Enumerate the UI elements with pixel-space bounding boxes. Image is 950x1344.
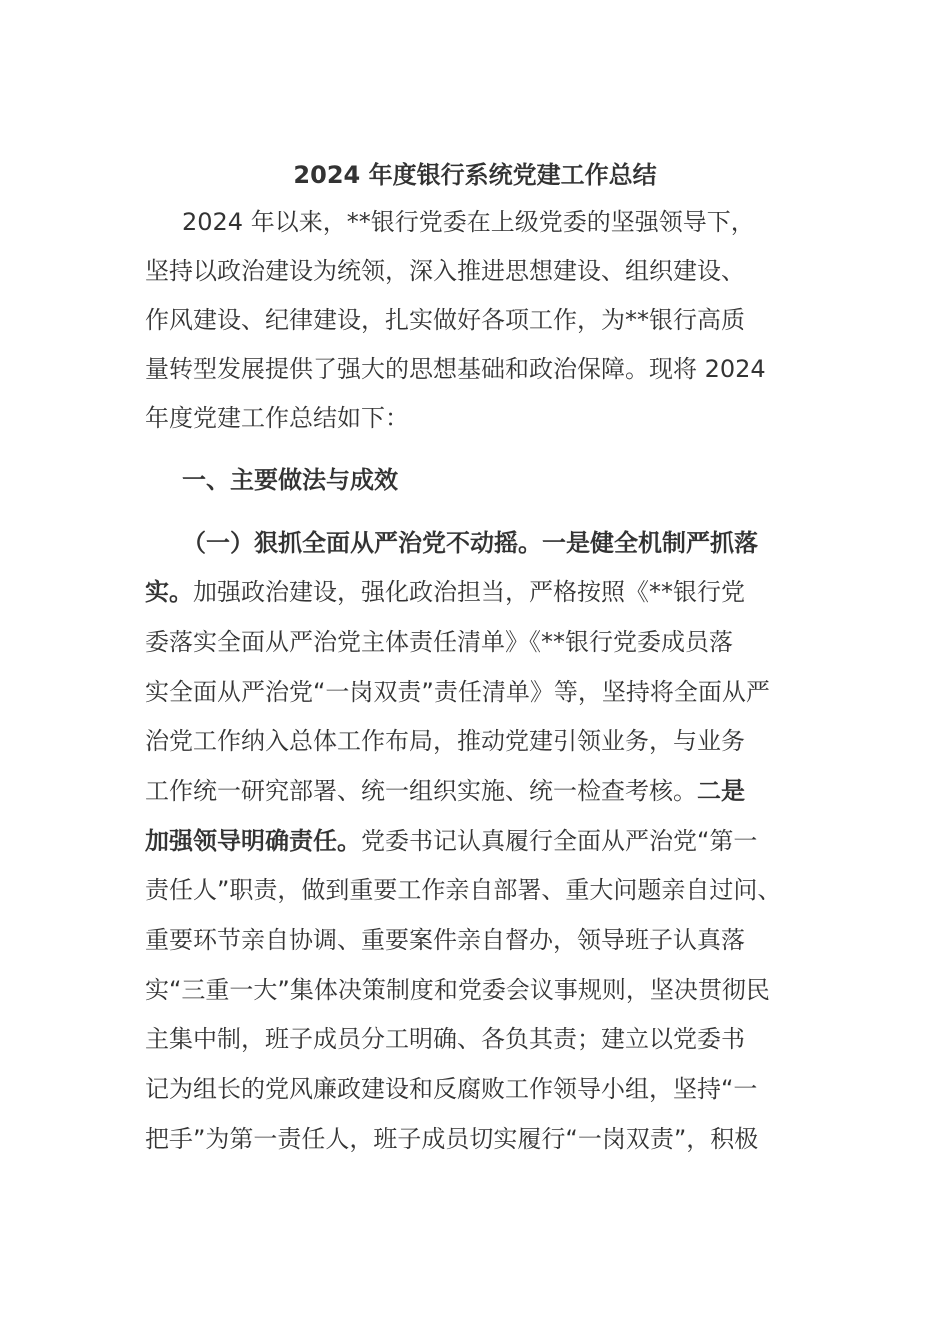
intro-line-2: 坚持以政治建设为统领，深入推进思想建设、组织建设、 — [145, 257, 745, 285]
subsection-line-3: 委落实全面从严治党主体责任清单》《**银行党委成员落 — [145, 628, 733, 656]
subsection-line-12: 记为组长的党风廉政建设和反腐败工作领导小组，坚持“一 — [145, 1075, 758, 1103]
intro-line-4: 量转型发展提供了强大的思想基础和政治保障。现将 2024 — [145, 355, 766, 383]
subsection-bold-heading: 加强领导明确责任。 — [145, 827, 361, 855]
subsection-line-4: 实全面从严治党“一岗双责”责任清单》等，坚持将全面从严 — [145, 678, 770, 706]
subsection-line-7 — [145, 823, 757, 859]
intro-line-5: 年度党建工作总结如下： — [145, 404, 409, 432]
subsection-bold-end: 实。 — [145, 578, 193, 606]
subsection-line-13: 把手”为第一责任人，班子成员切实履行“一岗双责”，积极 — [145, 1125, 759, 1153]
subsection-bold-start: 二是 — [697, 777, 745, 805]
intro-line-1: 2024 年以来，**银行党委在上级党委的坚强领导下， — [182, 208, 755, 236]
intro-line-3: 作风建设、纪律建设，扎实做好各项工作，为**银行高质 — [145, 306, 745, 334]
subsection-line-10: 实“三重一大”集体决策制度和党委会议事规则，坚决贯彻民 — [145, 976, 770, 1004]
section-heading-1: 一、主要做法与成效 — [182, 466, 398, 494]
subsection-line-2 — [145, 574, 745, 610]
subsection-text: 党委书记认真履行全面从严治党“第一 — [361, 827, 758, 855]
subsection-line-6 — [145, 773, 745, 809]
subsection-text: 加强政治建设，强化政治担当，严格按照《**银行党 — [193, 578, 745, 606]
subsection-line-1: （一）狠抓全面从严治党不动摇。一是健全机制严抓落 — [182, 529, 758, 557]
subsection-line-9: 重要环节亲自协调、重要案件亲自督办，领导班子认真落 — [145, 926, 745, 954]
document-title: 2024 年度银行系统党建工作总结 — [293, 161, 657, 189]
subsection-line-5: 治党工作纳入总体工作布局，推动党建引领业务，与业务 — [145, 727, 745, 755]
subsection-line-8: 责任人”职责，做到重要工作亲自部署、重大问题亲自过问、 — [145, 876, 782, 904]
subsection-line-11: 主集中制，班子成员分工明确、各负其责；建立以党委书 — [145, 1025, 745, 1053]
subsection-text: 工作统一研究部署、统一组织实施、统一检查考核。 — [145, 777, 697, 805]
